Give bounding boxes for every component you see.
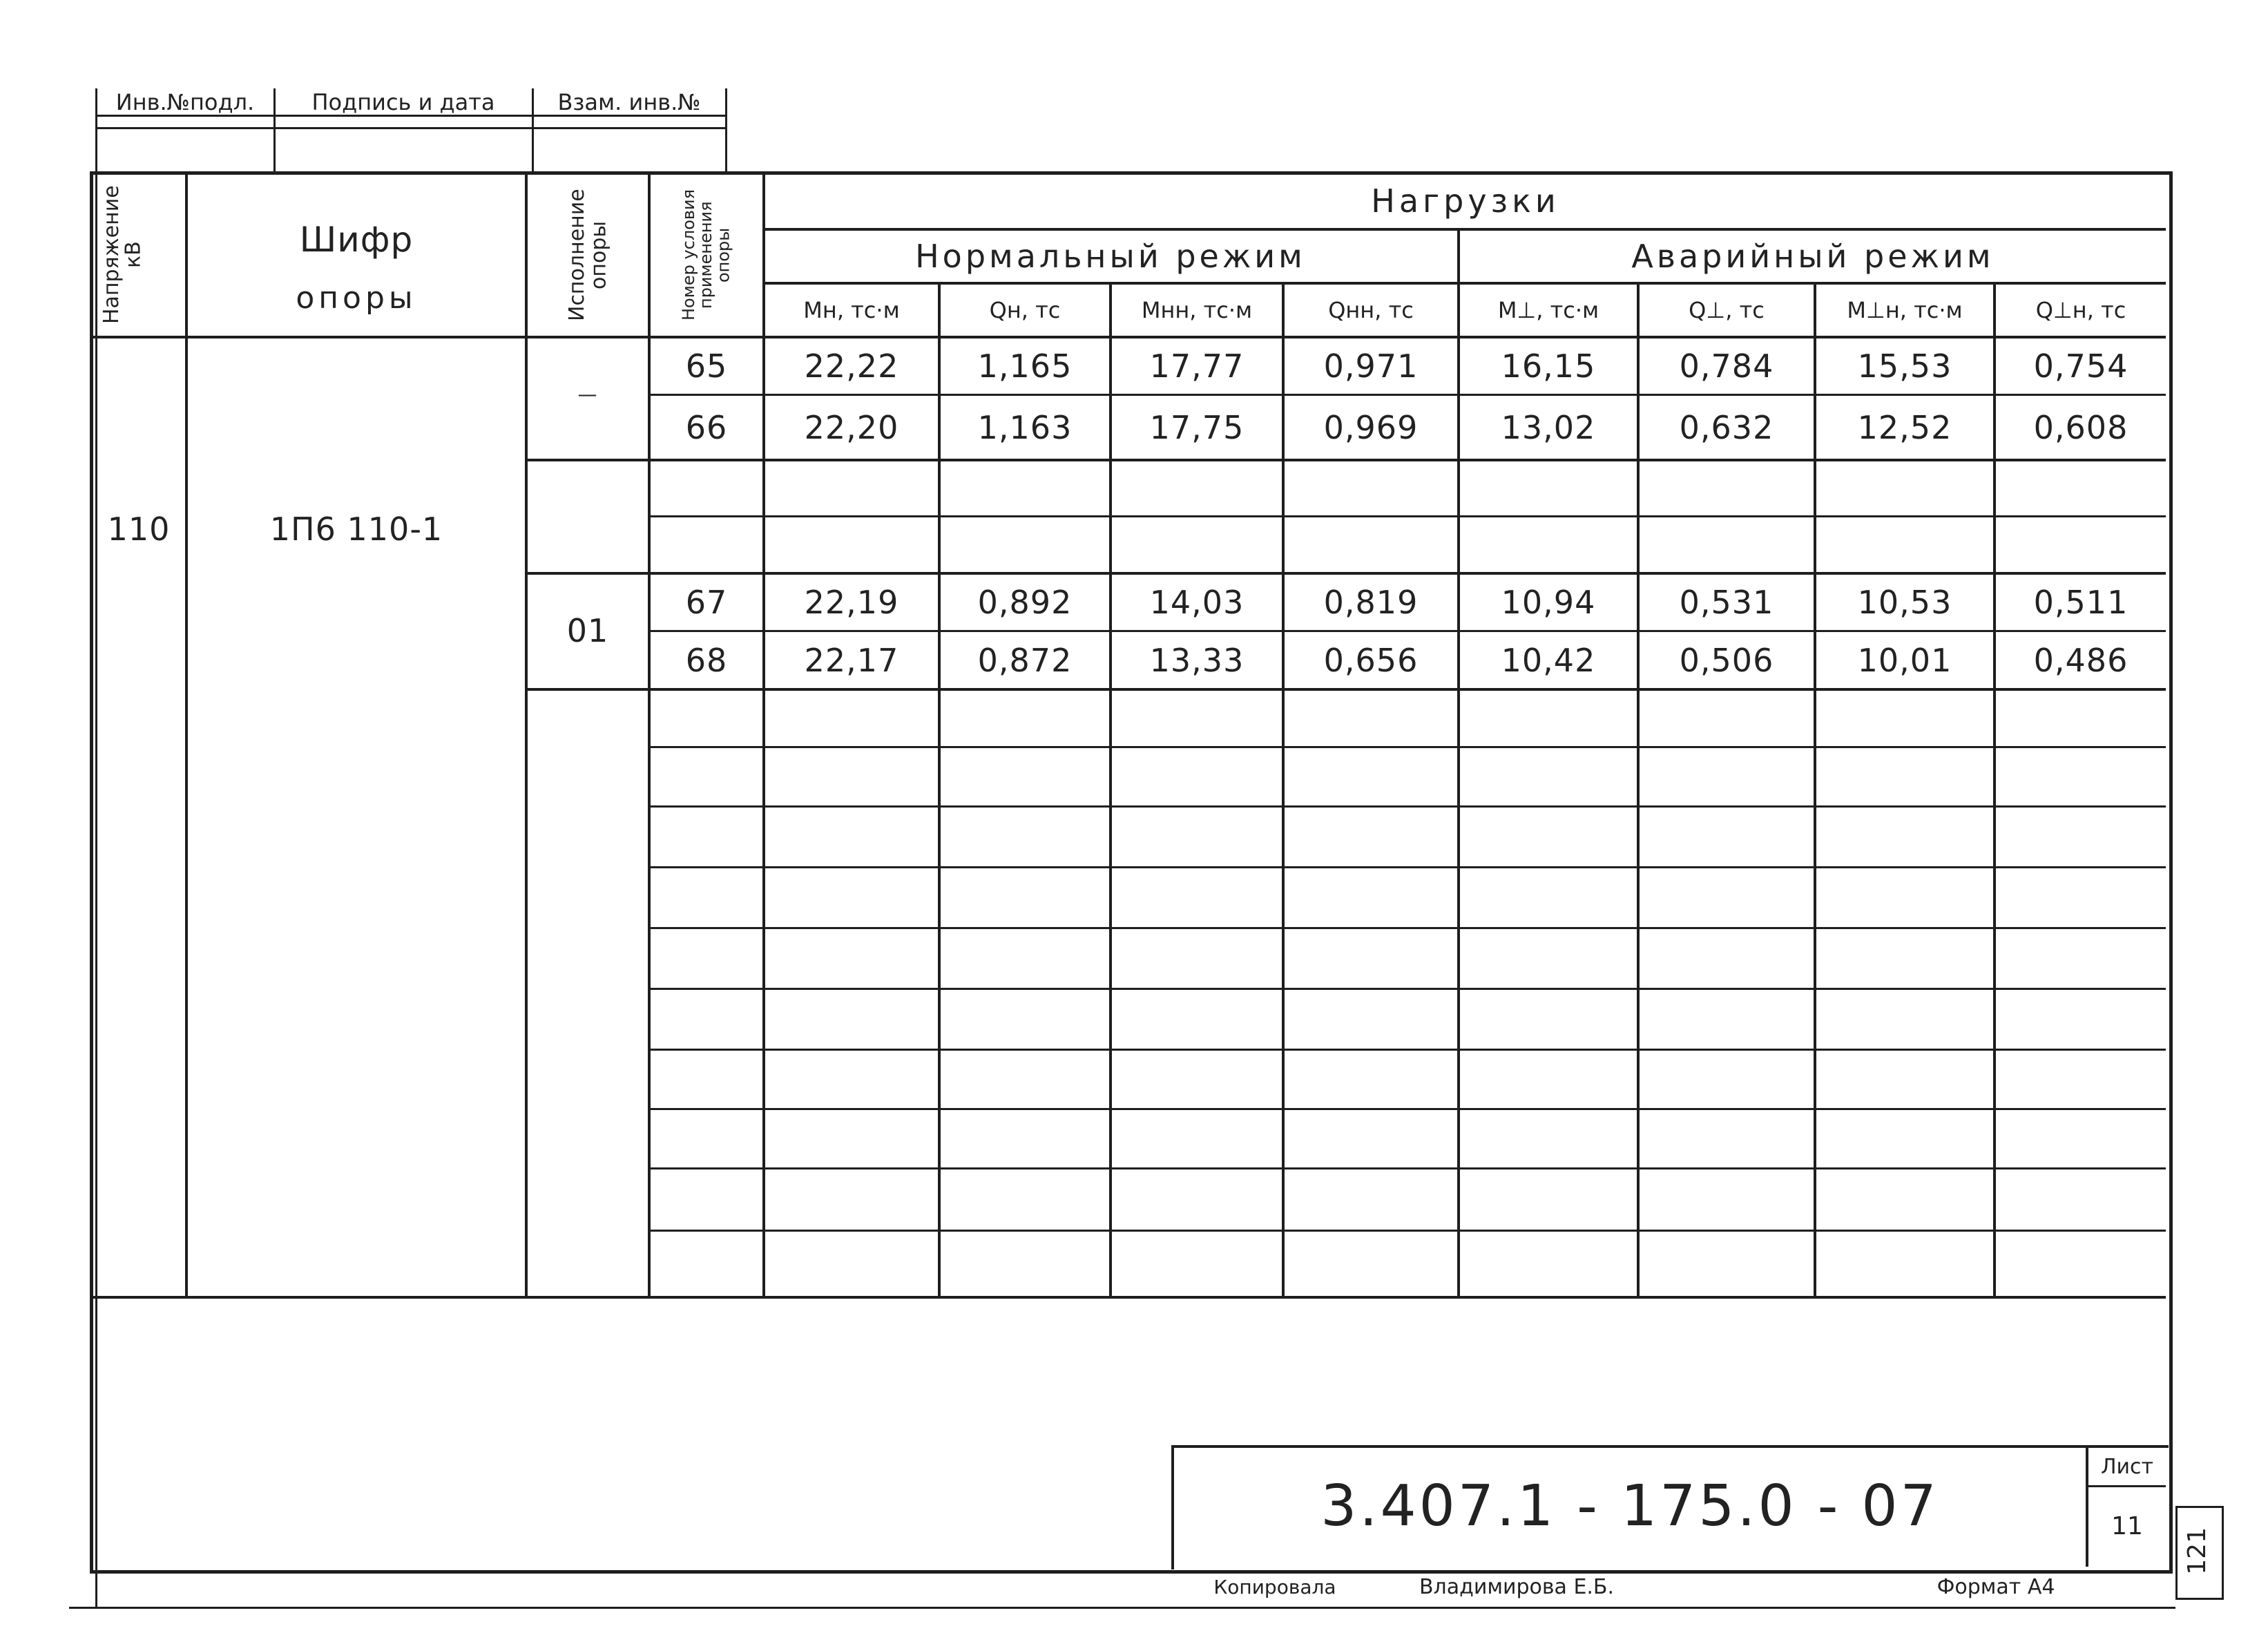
table-cell: 1,163 <box>977 409 1073 446</box>
table-cell: 0,872 <box>977 642 1073 679</box>
table-cell: 10,53 <box>1857 584 1952 621</box>
table-cell: 0,969 <box>1323 409 1419 446</box>
header-condition-no: Номер условия применения опоры <box>679 189 733 321</box>
format-label: Формат А4 <box>1937 1574 2055 1599</box>
table-cell: 0,971 <box>1323 347 1419 385</box>
execution-dash: — <box>577 382 598 405</box>
col-header: Мнн, тс·м <box>1141 297 1253 323</box>
table-cell: 0,819 <box>1323 584 1419 621</box>
table-cell: 22,19 <box>804 584 899 621</box>
col-header: М⊥н, тс·м <box>1847 297 1963 323</box>
table-cell: 17,75 <box>1149 409 1244 446</box>
table-cell: 0,608 <box>2033 409 2128 446</box>
header-execution: Исполнение опоры <box>564 189 611 321</box>
col-header: Qн, тс <box>989 297 1061 323</box>
header-code-line2: опоры <box>296 280 417 316</box>
stamp-inv-no: Инв.№подл. <box>115 89 255 115</box>
header-loads: Нагрузки <box>1371 182 1560 220</box>
header-voltage: Напряжение кВ <box>99 185 146 325</box>
table-cell: 16,15 <box>1501 347 1596 385</box>
table-cell: 14,03 <box>1149 584 1244 621</box>
header-emergency-mode: Аварийный режим <box>1631 238 1995 275</box>
sheet-label: Лист <box>2100 1454 2154 1479</box>
condition-no: 65 <box>685 347 728 385</box>
table-cell: 0,486 <box>2033 642 2128 679</box>
table-cell: 0,511 <box>2033 584 2128 621</box>
voltage-value: 110 <box>107 510 171 548</box>
table-cell: 0,754 <box>2033 347 2128 385</box>
col-header: Мн, тс·м <box>803 297 900 323</box>
header-code-line1: Шифр <box>299 220 414 260</box>
sheet-number: 11 <box>2111 1511 2143 1540</box>
condition-no: 67 <box>685 584 728 621</box>
support-code: 1П6 110-1 <box>269 510 443 548</box>
table-cell: 13,33 <box>1149 642 1244 679</box>
table-cell: 13,02 <box>1501 409 1596 446</box>
side-page-number: 121 <box>2183 1527 2212 1575</box>
stamp-signature-date: Подпись и дата <box>311 89 495 115</box>
copier-name: Владимирова Е.Б. <box>1419 1574 1615 1599</box>
table-cell: 0,892 <box>977 584 1073 621</box>
table-cell: 22,17 <box>804 642 899 679</box>
execution-value: 01 <box>566 612 609 649</box>
table-cell: 0,531 <box>1679 584 1774 621</box>
condition-no: 66 <box>685 409 728 446</box>
table-cell: 1,165 <box>977 347 1073 385</box>
table-cell: 10,94 <box>1501 584 1596 621</box>
copied-label: Копировала <box>1213 1575 1336 1598</box>
stamp-replace-inv: Взам. инв.№ <box>557 89 701 115</box>
col-header: М⊥, тс·м <box>1497 297 1599 323</box>
table-cell: 10,01 <box>1857 642 1952 679</box>
col-header: Q⊥н, тс <box>2035 297 2126 323</box>
table-cell: 22,20 <box>804 409 899 446</box>
col-header: Q⊥, тс <box>1689 297 1765 323</box>
condition-no: 68 <box>685 642 728 679</box>
table-cell: 17,77 <box>1149 347 1244 385</box>
table-cell: 15,53 <box>1857 347 1952 385</box>
table-cell: 0,632 <box>1679 409 1774 446</box>
document-code: 3.407.1 - 175.0 - 07 <box>1320 1473 1939 1539</box>
header-normal-mode: Нормальный режим <box>915 238 1306 275</box>
table-cell: 22,22 <box>804 347 899 385</box>
table-cell: 0,656 <box>1323 642 1419 679</box>
table-cell: 12,52 <box>1857 409 1952 446</box>
table-cell: 0,784 <box>1679 347 1774 385</box>
table-cell: 10,42 <box>1501 642 1596 679</box>
col-header: Qнн, тс <box>1328 297 1414 323</box>
table-cell: 0,506 <box>1679 642 1774 679</box>
